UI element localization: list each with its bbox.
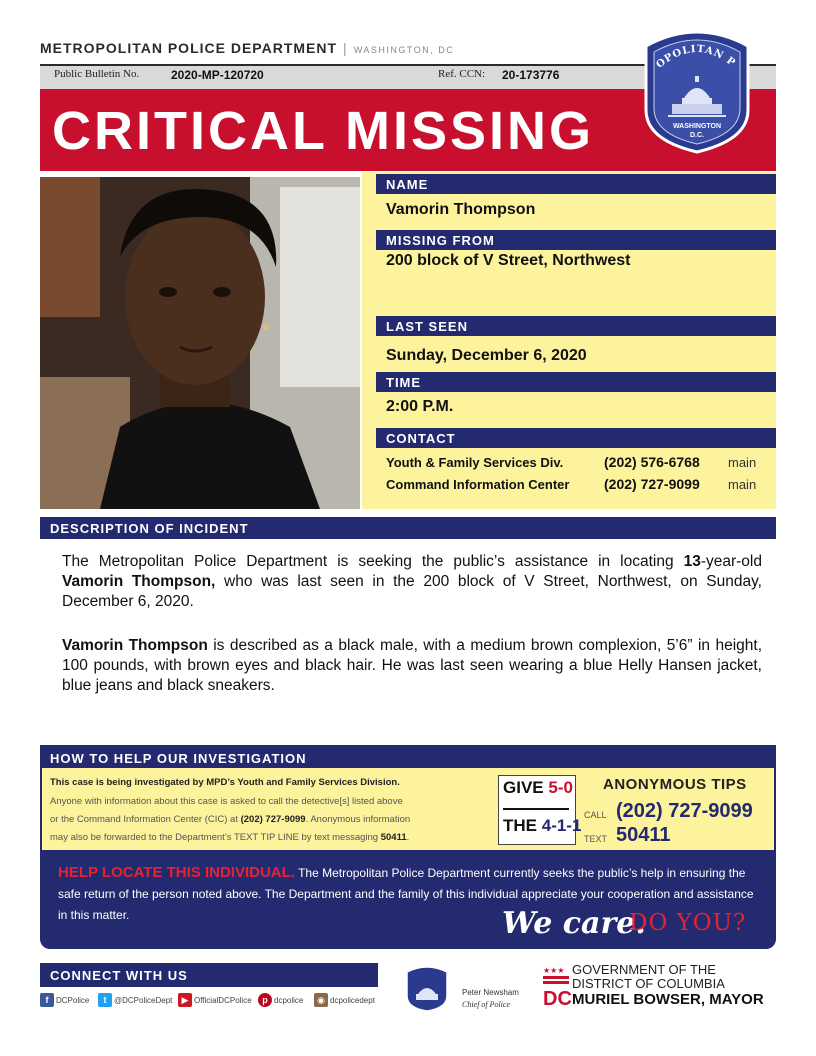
gov-text <box>572 963 725 991</box>
desc-text: who was last seen in the 200 block of V Street, Northwest, on Sunday, December 6, 2020. <box>62 573 762 610</box>
help-line-text: or the Command Information Center (CIC) at <box>50 814 241 825</box>
help-line-text: may also be forwarded to the Department’s TEXT TIP LINE by text messaging <box>50 832 381 843</box>
help-line-text: . <box>406 832 410 843</box>
time-label-bar <box>376 372 776 392</box>
social-label: dcpolice <box>274 995 304 1005</box>
the-text: THE <box>503 816 542 835</box>
social-label: @DCPoliceDept <box>114 995 173 1005</box>
youtube-icon: ▶ <box>178 993 192 1007</box>
gov-line-1: GOVERNMENT OF THE <box>572 962 716 977</box>
connect-label: CONNECT WITH US <box>50 968 188 983</box>
desc-text: The Metropolitan Police Department is seeking the public’s assistance in locating <box>62 553 684 570</box>
name-label-bar <box>376 174 776 194</box>
social-label: DCPolice <box>56 995 90 1005</box>
name-label: NAME <box>386 177 429 192</box>
contact-name-2: Command Information Center <box>386 477 570 492</box>
chief-name: Peter Newsham <box>462 988 519 997</box>
help-line-4 <box>50 832 409 843</box>
desc-text: is described as a black male, with a medium brown complexion, 5’6” in height, 100 pounds, with brown eyes and black hair. He was last seen wearing a blue Helly Hansen jacket, blue jeans and black sneakers. <box>62 637 762 694</box>
contact-type-2: main <box>728 477 757 492</box>
missing-from-value: 200 block of V Street, Northwest <box>386 252 631 269</box>
help-locate-body: The Metropolitan Police Department currently seeks the public’s help in ensuring the safe return of the person noted above. The Department and the family of this individual appreciate your cooperation and assistance in this matter. <box>58 866 754 922</box>
description-label: DESCRIPTION OF INCIDENT <box>50 521 249 536</box>
badge-top-text: OPOLITAN P <box>654 43 738 71</box>
description-paragraph-2 <box>62 636 762 696</box>
give-number: 5-0 <box>548 778 573 797</box>
help-line-phone: (202) 727-9099 <box>240 814 306 825</box>
chief-title: Chief of Police <box>462 1000 510 1009</box>
badge-dc-text: D.C. <box>690 132 704 139</box>
bulletin-number: 2020-MP-120720 <box>171 68 264 82</box>
help-line-text-number: 50411 <box>380 832 407 843</box>
social-facebook[interactable] <box>40 993 89 1007</box>
police-badge-small-logo <box>404 964 450 1012</box>
ccn-label: Ref. CCN: <box>438 68 486 80</box>
page-title: CRITICAL MISSING <box>52 101 595 161</box>
time-value: 2:00 P.M. <box>386 398 454 415</box>
twitter-icon: t <box>98 993 112 1007</box>
call-label: CALL <box>584 810 607 820</box>
help-line-1 <box>50 777 400 788</box>
org-title <box>40 40 454 56</box>
gov-line-2: DISTRICT OF COLUMBIA <box>572 976 725 991</box>
anonymous-tips-title: ANONYMOUS TIPS <box>603 776 747 793</box>
desc-name: Vamorin Thompson <box>62 637 208 654</box>
org-name: METROPOLITAN POLICE DEPARTMENT <box>40 40 338 56</box>
call-number[interactable]: (202) 727-9099 <box>616 800 753 822</box>
bulletin-label: Public Bulletin No. <box>54 68 140 80</box>
give-divider <box>503 808 569 810</box>
help-line-text: . Anonymous information <box>305 814 411 825</box>
description-paragraph-1 <box>62 552 762 612</box>
social-label: OfficialDCPolice <box>194 995 252 1005</box>
help-line-3 <box>50 814 410 825</box>
missing-from-label: MISSING FROM <box>386 233 495 248</box>
last-seen-value: Sunday, December 6, 2020 <box>386 347 587 364</box>
person-name: Vamorin Thompson <box>386 201 536 218</box>
pinterest-icon: p <box>258 993 272 1007</box>
do-you-slogan: DO YOU? <box>629 910 747 936</box>
missing-person-photo <box>40 177 360 509</box>
mayor-line: MURIEL BOWSER, MAYOR <box>572 991 764 1008</box>
social-instagram[interactable] <box>314 993 375 1007</box>
contact-name-1: Youth & Family Services Div. <box>386 455 564 470</box>
text-number[interactable]: 50411 <box>616 824 671 846</box>
desc-age: 13 <box>683 553 701 570</box>
contact-label: CONTACT <box>386 431 456 446</box>
badge-city-text: WASHINGTON <box>672 123 722 130</box>
social-label: dcpolicedept <box>330 995 375 1005</box>
dc-flag-logo <box>543 963 572 1012</box>
org-separator: | <box>343 40 348 56</box>
time-label: TIME <box>386 375 422 390</box>
social-pinterest[interactable] <box>258 993 303 1007</box>
org-city: WASHINGTON, DC <box>353 45 455 55</box>
facebook-icon: f <box>40 993 54 1007</box>
police-badge-logo <box>638 24 756 154</box>
give-text: GIVE <box>503 778 549 797</box>
help-locate-heading: HELP LOCATE THIS INDIVIDUAL. <box>58 864 295 881</box>
svg-text:★★★: ★★★ <box>543 966 565 975</box>
we-care-slogan: We care. <box>502 906 646 941</box>
help-title: HOW TO HELP OUR INVESTIGATION <box>50 751 307 766</box>
last-seen-label: LAST SEEN <box>386 319 468 334</box>
text-label: TEXT <box>584 834 608 844</box>
desc-name: Vamorin Thompson, <box>62 573 216 590</box>
give-50-text <box>503 778 573 798</box>
contact-phone-1[interactable]: (202) 576-6768 <box>604 454 700 470</box>
contact-phone-2[interactable]: (202) 727-9099 <box>604 476 700 492</box>
social-twitter[interactable] <box>98 993 172 1007</box>
the-number: 4-1-1 <box>541 816 582 835</box>
contact-type-1: main <box>728 455 757 470</box>
dc-logo-text: DC <box>543 988 572 1010</box>
instagram-icon: ◉ <box>314 993 328 1007</box>
help-line-2: Anyone with information about this case is asked to call the detective[s] listed above <box>50 796 403 807</box>
the-411-text <box>503 816 581 836</box>
help-line-text: This case is being investigated by MPD’s Youth and Family Services Division. <box>50 777 400 788</box>
social-youtube[interactable] <box>178 993 252 1007</box>
ccn-number: 20-173776 <box>502 68 560 82</box>
desc-text: -year-old <box>700 553 762 570</box>
